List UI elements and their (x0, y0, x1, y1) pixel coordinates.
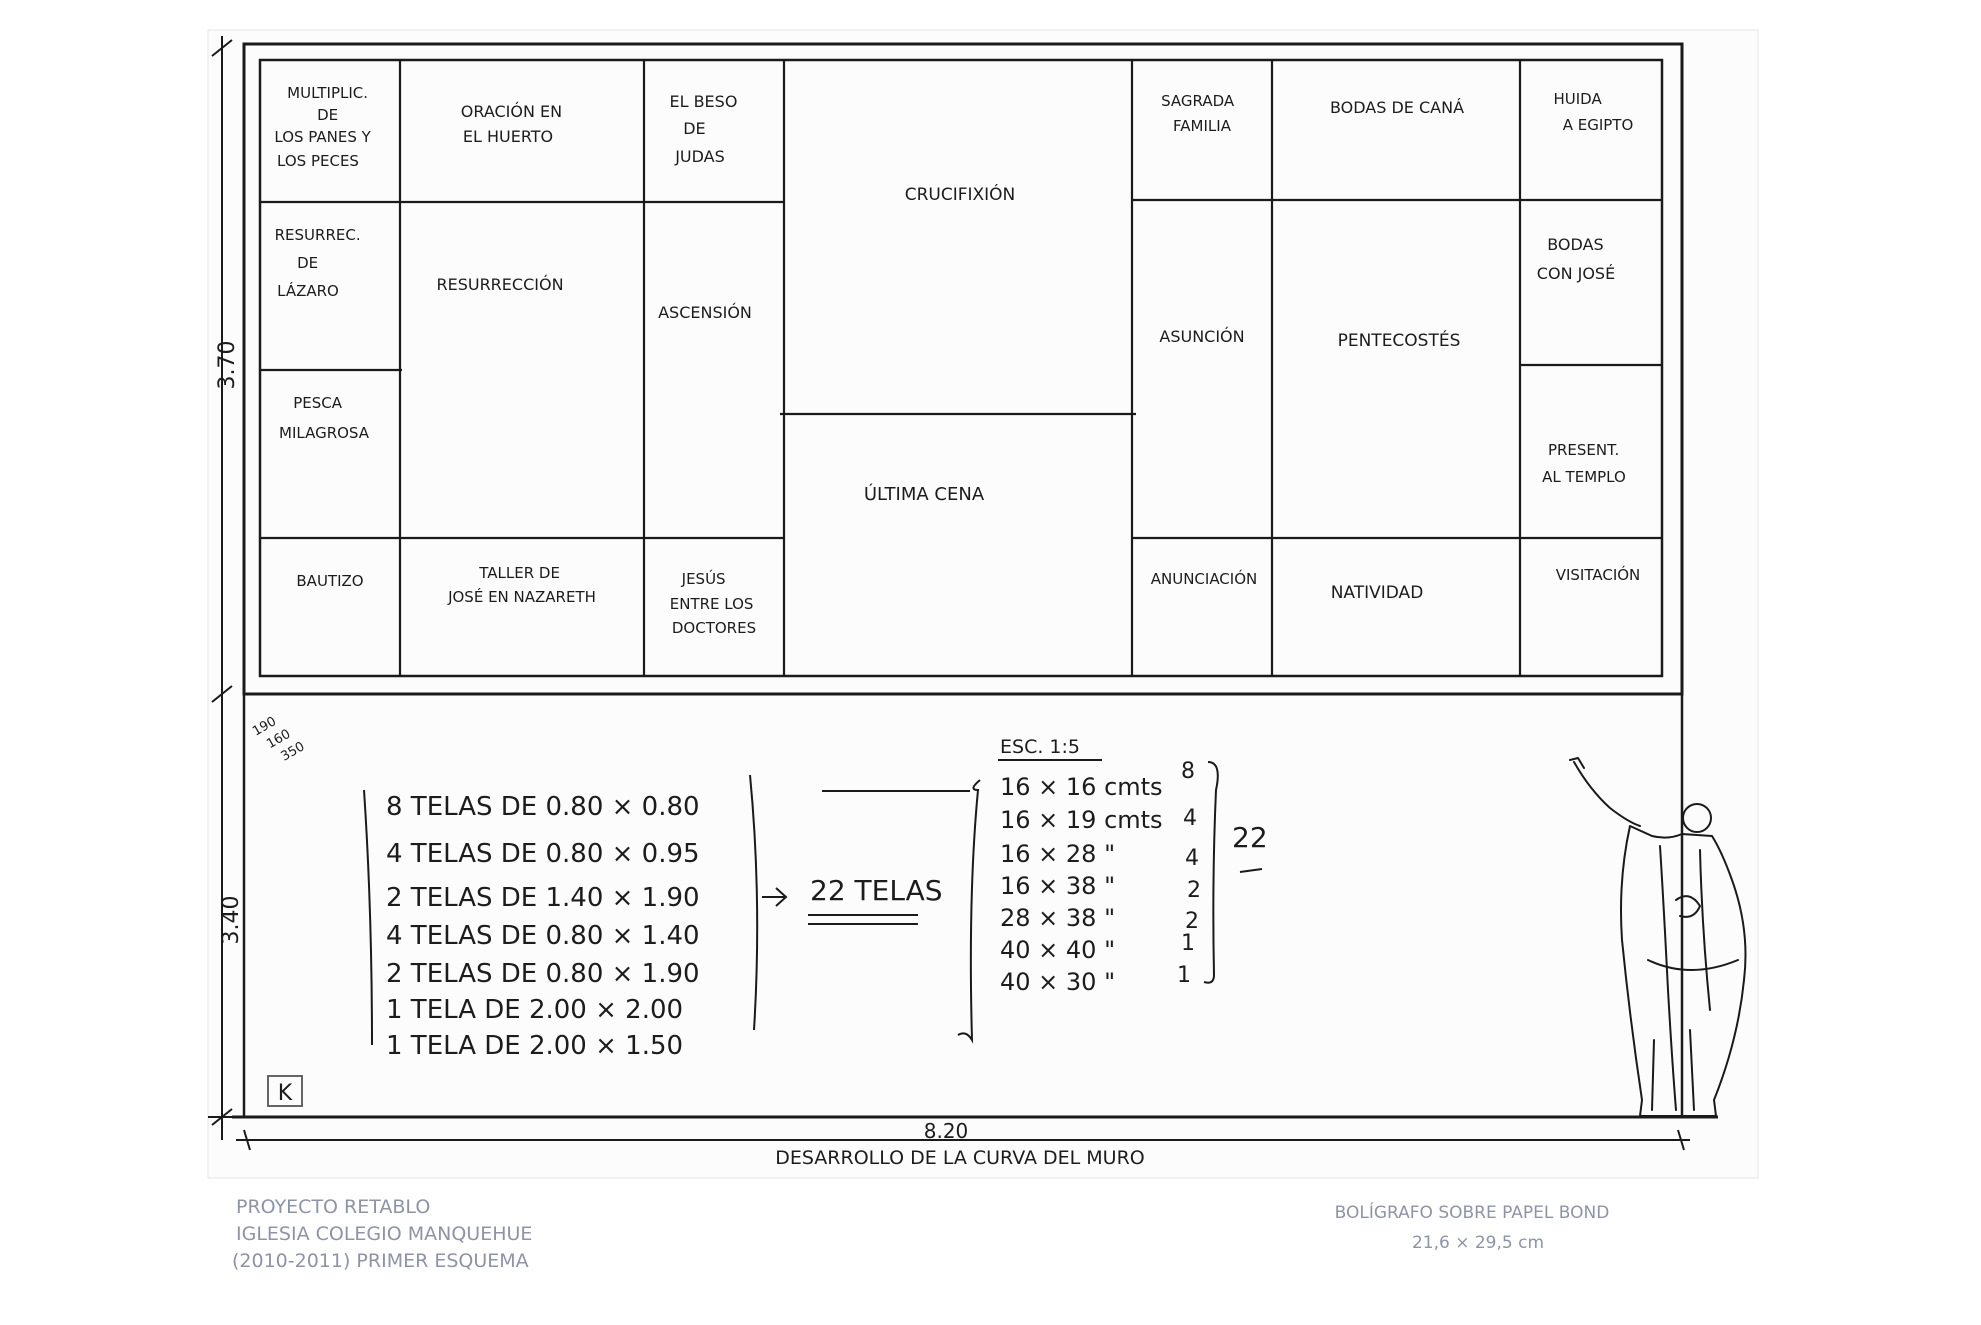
panel-pesca: PESCA MILAGROSA (279, 394, 369, 442)
scale-qty: 1 (1181, 931, 1195, 956)
panel-ascension: ASCENSIÓN (658, 303, 752, 322)
fabric-line: 4 TELAS DE 0.80 × 1.40 (386, 921, 700, 951)
scale-size: 16 × 38 " (1000, 872, 1116, 900)
margin-note: 190 160 350 (250, 714, 308, 765)
caption-church: IGLESIA COLEGIO MANQUEHUE (236, 1223, 533, 1245)
panel-multiplic: MULTIPLIC. DE LOS PANES Y LOS PECES (274, 84, 371, 170)
panel-taller: TALLER DE JOSÉ EN NAZARETH (448, 564, 596, 606)
total-label: 22 TELAS (810, 874, 943, 907)
panel-ultima-cena: ÚLTIMA CENA (863, 484, 985, 505)
scale-sum: 22 (1232, 821, 1268, 854)
scale-title: ESC. 1:5 (1000, 736, 1080, 758)
scale-size: 16 × 28 " (1000, 840, 1116, 868)
wall-label: DESARROLLO DE LA CURVA DEL MURO (775, 1147, 1145, 1169)
panel-bodas-jose: BODAS CON JOSÉ (1536, 235, 1616, 283)
panel-sagrada: SAGRADA FAMILIA (1161, 92, 1235, 135)
caption-right (1335, 1201, 1610, 1253)
fabric-line: 1 TELA DE 2.00 × 2.00 (386, 995, 684, 1025)
caption-left (232, 1196, 532, 1272)
fabric-line: 8 TELAS DE 0.80 × 0.80 (386, 792, 700, 822)
panel-oracion: ORACIÓN EN EL HUERTO (460, 102, 563, 146)
fabric-line: 2 TELAS DE 1.40 × 1.90 (386, 883, 700, 913)
panel-visitacion: VISITACIÓN (1555, 566, 1641, 584)
fabric-line: 2 TELAS DE 0.80 × 1.90 (386, 959, 700, 989)
panel-pentecostes: PENTECOSTÉS (1337, 331, 1461, 351)
panel-natividad: NATIVIDAD (1330, 583, 1424, 603)
caption-size: 21,6 × 29,5 cm (1411, 1233, 1545, 1253)
monogram: K (277, 1081, 293, 1106)
panel-jesus-doctores: JESÚS ENTRE LOS DOCTORES (669, 570, 757, 637)
scale-qty: 4 (1185, 846, 1199, 871)
panel-beso: EL BESO DE JUDAS (669, 92, 738, 166)
height-lower-label: 3.40 (219, 895, 244, 945)
panel-huida: HUIDA A EGIPTO (1553, 90, 1634, 134)
caption-medium: BOLÍGRAFO SOBRE PAPEL BOND (1334, 1203, 1610, 1223)
height-upper-label: 3.70 (215, 340, 240, 390)
scale-size: 40 × 30 " (1000, 968, 1116, 996)
scale-qty: 2 (1185, 909, 1199, 934)
scale-size: 28 × 38 " (1000, 904, 1116, 932)
panel-bautizo: BAUTIZO (296, 572, 364, 590)
panel-present: PRESENT. AL TEMPLO (1542, 441, 1626, 486)
caption-title: PROYECTO RETABLO (236, 1196, 431, 1218)
width-label: 8.20 (923, 1119, 969, 1143)
scale-qty: 2 (1187, 878, 1201, 903)
scale-qty: 8 (1181, 759, 1195, 784)
panel-cana: BODAS DE CANÁ (1329, 98, 1465, 117)
scale-size: 16 × 19 cmts (1000, 806, 1163, 834)
scale-qty: 1 (1177, 963, 1191, 988)
caption-date: (2010-2011) PRIMER ESQUEMA (232, 1250, 529, 1272)
panel-crucifixion: CRUCIFIXIÓN (904, 185, 1016, 205)
scale-qty: 4 (1183, 806, 1197, 831)
panel-resurreccion: RESURRECCIÓN (436, 275, 564, 294)
panel-anunciacion: ANUNCIACIÓN (1150, 570, 1258, 588)
fabric-line: 1 TELA DE 2.00 × 1.50 (386, 1031, 684, 1061)
fabric-line: 4 TELAS DE 0.80 × 0.95 (386, 839, 700, 869)
scale-size: 16 × 16 cmts (1000, 773, 1163, 801)
scale-size: 40 × 40 " (1000, 936, 1116, 964)
panel-asuncion: ASUNCIÓN (1159, 327, 1245, 346)
panel-lazaro: RESURREC. DE LÁZARO (274, 226, 361, 300)
